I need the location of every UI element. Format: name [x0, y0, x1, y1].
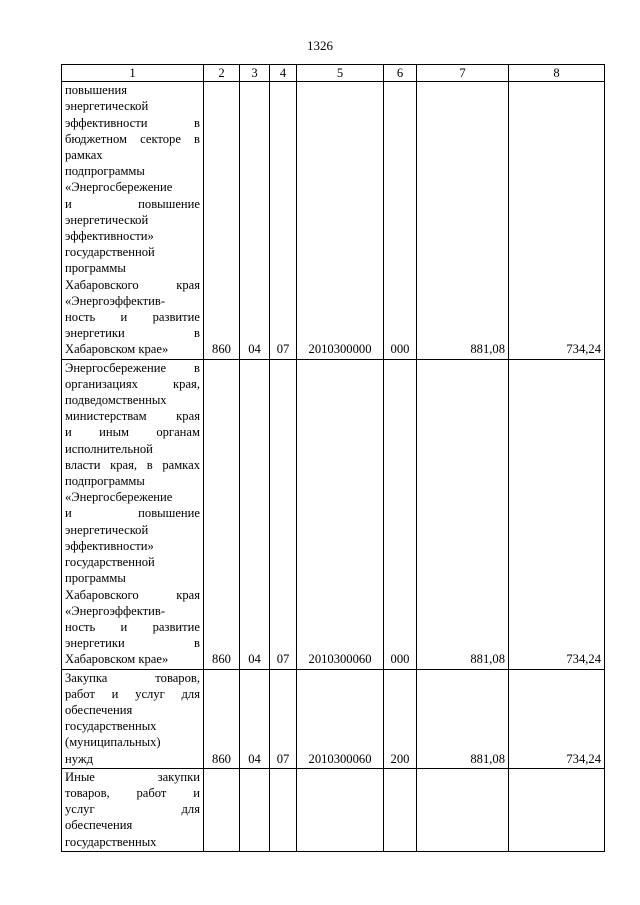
row-name-line: энергетической: [65, 522, 149, 537]
row-name-line: Иные закупки: [65, 769, 200, 784]
row-name-line: энергетической: [65, 212, 149, 227]
row-name-line: Хабаровском крае»: [65, 342, 169, 357]
row-name-line: (муниципальных): [65, 735, 161, 750]
column-header: 6: [384, 65, 417, 82]
row-name-line: Энергосбережение в: [65, 360, 200, 375]
row-name-line: работ и услуг для: [65, 686, 200, 701]
row-name-cell: [62, 359, 204, 669]
ministry-code-cell: 860: [204, 669, 240, 768]
column-header: 4: [270, 65, 297, 82]
amount-col7-cell: [417, 768, 509, 851]
row-name-line: Хабаровском крае»: [65, 652, 169, 667]
row-name-line: эффективности в: [65, 115, 200, 130]
amount-col8-cell: 734,24: [509, 669, 605, 768]
row-name-line: энергетики в: [65, 326, 200, 341]
row-name-line: и повышение: [65, 506, 200, 521]
page-number: 1326: [307, 38, 333, 53]
row-name-cell: [62, 669, 204, 768]
expense-type-cell: 000: [384, 359, 417, 669]
row-name-line: ность и развитие: [65, 310, 200, 325]
section-code-cell: 04: [240, 669, 270, 768]
row-name-line: ность и развитие: [65, 619, 200, 634]
row-name-line: подведомственных: [65, 393, 167, 408]
row-name-line: программы: [65, 571, 126, 586]
row-name-line: и повышение: [65, 196, 200, 211]
table-row: [62, 669, 605, 768]
column-header: 8: [509, 65, 605, 82]
row-name-line: эффективности»: [65, 538, 154, 553]
row-name-line: нужд: [65, 751, 93, 766]
target-article-cell: 2010300000: [297, 82, 384, 359]
amount-col8-cell: 734,24: [509, 359, 605, 669]
table-row: [62, 359, 605, 669]
table-body: [62, 65, 605, 852]
expense-type-cell: 200: [384, 669, 417, 768]
row-name-line: повышения: [65, 83, 128, 98]
subsection-code-cell: [270, 768, 297, 851]
amount-col8-cell: [509, 768, 605, 851]
expense-type-cell: [384, 768, 417, 851]
subsection-code-cell: 07: [270, 669, 297, 768]
row-name-line: «Энергосбережение: [65, 180, 173, 195]
column-header: 1: [62, 65, 204, 82]
target-article-cell: 2010300060: [297, 359, 384, 669]
subsection-code-cell: 07: [270, 82, 297, 359]
row-name-line: программы: [65, 261, 126, 276]
row-name-cell: [62, 768, 204, 851]
row-name-line: государственных: [65, 834, 157, 849]
row-name-line: организациях края,: [65, 376, 200, 391]
budget-table: [61, 64, 605, 852]
row-name-line: «Энергоэффектив-: [65, 603, 166, 618]
row-name-line: и иным органам: [65, 425, 200, 440]
expense-type-cell: 000: [384, 82, 417, 359]
row-name-line: государственной: [65, 245, 155, 260]
row-name-line: товаров, работ и: [65, 785, 200, 800]
table-row: [62, 768, 605, 851]
row-name-line: государственных: [65, 719, 157, 734]
target-article-cell: [297, 768, 384, 851]
row-name-line: энергетической: [65, 99, 149, 114]
subsection-code-cell: 07: [270, 359, 297, 669]
column-header: 5: [297, 65, 384, 82]
row-name-line: эффективности»: [65, 229, 154, 244]
column-header: 3: [240, 65, 270, 82]
amount-col7-cell: 881,08: [417, 359, 509, 669]
row-name-line: обеспечения: [65, 818, 133, 833]
row-name-cell: [62, 82, 204, 359]
row-name-line: власти края, в рамках: [65, 457, 200, 472]
section-code-cell: 04: [240, 82, 270, 359]
column-header: 7: [417, 65, 509, 82]
row-name-line: подпрограммы: [65, 164, 145, 179]
row-name-line: министерствам края: [65, 409, 200, 424]
row-name-line: Хабаровского края: [65, 587, 200, 602]
section-code-cell: 04: [240, 359, 270, 669]
column-header: 2: [204, 65, 240, 82]
ministry-code-cell: 860: [204, 82, 240, 359]
target-article-cell: 2010300060: [297, 669, 384, 768]
row-name-line: «Энергоэффектив-: [65, 293, 166, 308]
section-code-cell: [240, 768, 270, 851]
table-header-row: [62, 65, 605, 82]
row-name-line: энергетики в: [65, 636, 200, 651]
row-name-line: обеспечения: [65, 702, 133, 717]
amount-col8-cell: 734,24: [509, 82, 605, 359]
amount-col7-cell: 881,08: [417, 669, 509, 768]
ministry-code-cell: [204, 768, 240, 851]
row-name-line: Хабаровского края: [65, 277, 200, 292]
row-name-line: Закупка товаров,: [65, 670, 200, 685]
ministry-code-cell: 860: [204, 359, 240, 669]
row-name-line: бюджетном секторе в: [65, 131, 200, 146]
row-name-line: «Энергосбережение: [65, 490, 173, 505]
row-name-line: услуг для: [65, 802, 200, 817]
row-name-line: подпрограммы: [65, 474, 145, 489]
row-name-line: государственной: [65, 555, 155, 570]
row-name-line: рамках: [65, 148, 103, 163]
amount-col7-cell: 881,08: [417, 82, 509, 359]
table-row: [62, 82, 605, 359]
row-name-line: исполнительной: [65, 441, 153, 456]
